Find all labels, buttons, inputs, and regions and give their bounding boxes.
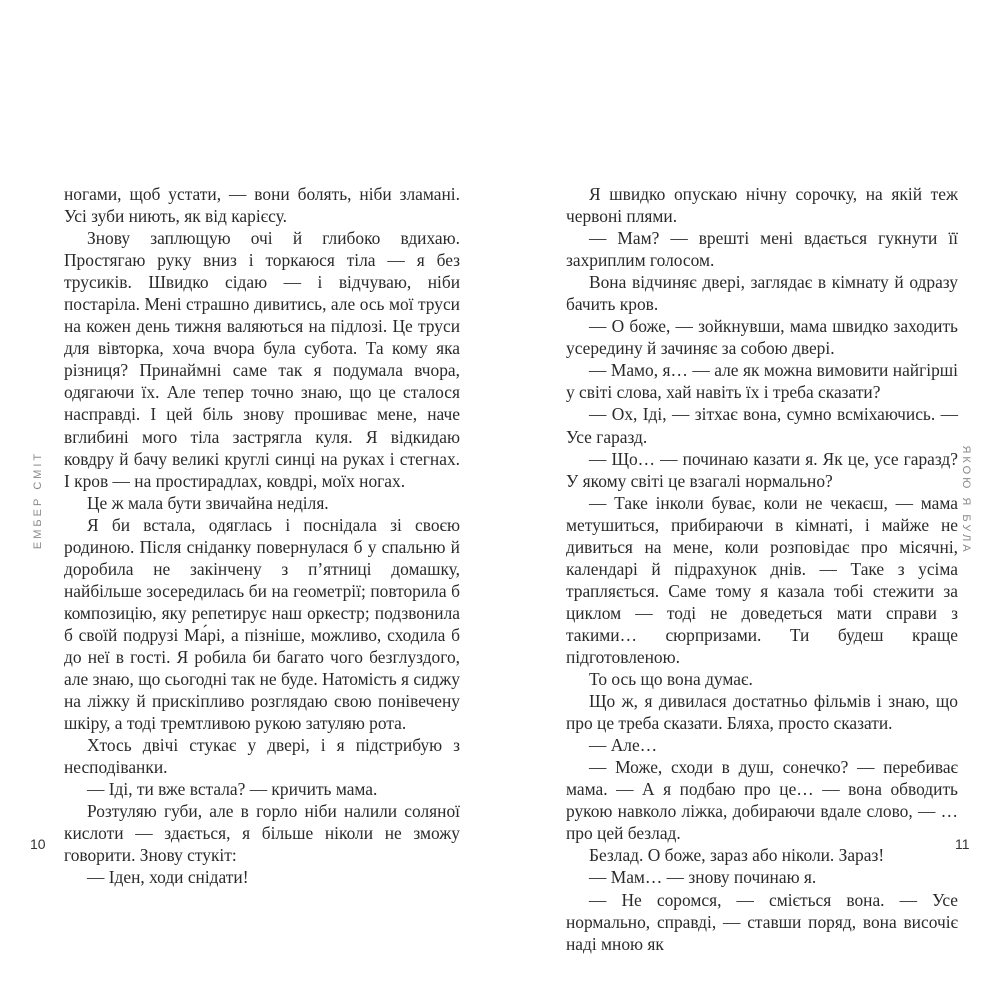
paragraph: Знову заплющую очі й глибоко вдихаю. Простягаю руку вниз і торкаюся тіла — я без трусиків. Швидко сідаю — і відчуваю, ніби постаріла. Мені страшно дивитись, але ось мої труси на кожен день тижня валяються на підлозі. Це труси для вівторка, хоча вчора була субота. Та кому яка різниця? Принаймні саме так я подумала вчора, одягаючи їх. Але тепер точно знаю, що це сталося насправді. І цей біль знову прошиває мене, наче вглибині мого тіла застрягла куля. Я відкидаю ковдру й бачу великі круглі синці на руках і стегнах. І кров — на простирадлах, ковдрі, моїх ногах. bbox=[64, 228, 460, 491]
page-number-right: 11 bbox=[955, 836, 970, 852]
paragraph: — Може, сходи в душ, сонечко? — перебиває мама. — А я подбаю про це… — вона обводить рукою навколо ліжка, добираючи вдале слово, — …про цей безлад. bbox=[566, 757, 958, 844]
paragraph: — Що… — починаю казати я. Як це, усе гаразд? У якому світі це взагалі нормально? bbox=[566, 448, 958, 491]
paragraph: — Мам… — знову починаю я. bbox=[589, 867, 817, 888]
running-head-author: ЕМБЕР СМІТ bbox=[32, 450, 44, 550]
paragraph: Розтуляю губи, але в горло ніби налили соляної кислоти — здається, я більше ніколи не зможу говорити. Знову стукіт: bbox=[64, 801, 460, 866]
paragraph: Я швидко опускаю нічну сорочку, на якій теж червоні плями. bbox=[566, 184, 958, 227]
running-head-title: ЯКОЮ Я БУЛА bbox=[960, 445, 972, 555]
paragraph: — О боже, — зойкнувши, мама швидко заходить усередину й зачиняє за собою двері. bbox=[566, 316, 958, 359]
right-page-text bbox=[566, 183, 958, 955]
right-page bbox=[500, 0, 1000, 1000]
paragraph: — Мамо, я… — але як можна вимовити найгірші у світі слова, хай навіть їх і треба сказати? bbox=[566, 360, 958, 403]
paragraph: — Не соромся, — сміється вона. — Усе нормально, справді, — ставши поряд, вона височіє наді мною як bbox=[566, 889, 958, 954]
left-page-text bbox=[64, 183, 460, 889]
paragraph: — Ох, Іді, — зітхає вона, сумно всміхаючись. — Усе гаразд. bbox=[566, 404, 958, 447]
paragraph: Я би встала, одяглась і поснідала зі своєю родиною. Після сніданку повернулася б у спальню й доробила не закінчену з п’ятниці домашку, найбільше зосередилась би на геометрії; повторила б композицію, яку репетирує наш оркестр; подзвонила б своїй подрузі Ма́рі, а пізніше, можливо, сходила б до неї в гості. Я робила би багато чого безглуздого, але знаю, що сьогодні так не буде. Натомість я сиджу на ліжку й прискіпливо розглядаю свою понівечену шкіру, а тоді тремтливою рукою затуляю рота. bbox=[64, 514, 460, 734]
paragraph: Що ж, я дивилася достатньо фільмів і знаю, що про це треба сказати. Бляха, просто сказати. bbox=[566, 691, 958, 734]
paragraph: Це ж мала бути звичайна неділя. bbox=[87, 492, 329, 513]
paragraph: ногами, щоб устати, — вони болять, ніби зламані. Усі зуби ниють, як від карієсу. bbox=[64, 184, 460, 227]
paragraph: — Таке інколи буває, коли не чекаєш, — мама метушиться, прибираючи в кімнаті, і майже не дивиться на мене, коли розповідає про місячні, календарі й підрахунок днів. — Таке з усіма трапляється. Саме тому я казала тобі стежити за циклом — тоді не доведеться мати справи з такими… сюрпризами. Ти будеш краще підготовленою. bbox=[566, 492, 958, 667]
paragraph: Вона відчиняє двері, заглядає в кімнату й одразу бачить кров. bbox=[566, 272, 958, 315]
paragraph: — Але… bbox=[589, 735, 658, 756]
paragraph: Хтось двічі стукає у двері, і я підстрибую з несподіванки. bbox=[64, 735, 460, 778]
paragraph: — Іден, ходи снідати! bbox=[87, 867, 249, 888]
page-number-left: 10 bbox=[30, 836, 46, 852]
paragraph: — Іді, ти вже встала? — кричить мама. bbox=[87, 779, 378, 800]
paragraph: Безлад. О боже, зараз або ніколи. Зараз! bbox=[589, 845, 885, 866]
paragraph: То ось що вона думає. bbox=[589, 669, 753, 690]
paragraph: — Мам? — врешті мені вдається гукнути її захриплим голосом. bbox=[566, 228, 958, 271]
